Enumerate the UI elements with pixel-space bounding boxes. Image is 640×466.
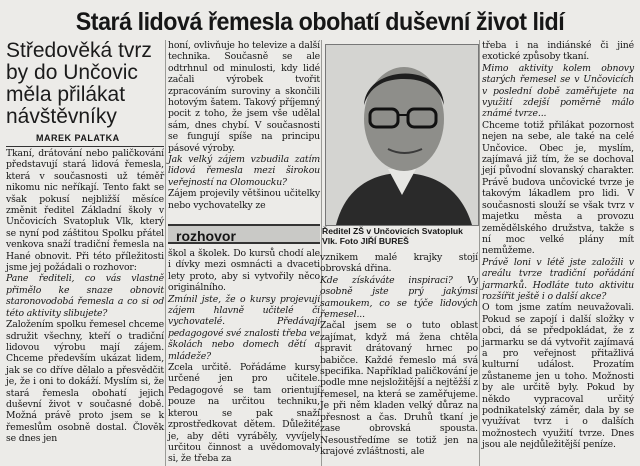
question: Kde získáváte inspiraci? Vy osobně jste prý jakýmsi samoukem, co se týče lidových řemesel... (320, 274, 478, 321)
answer: Zájem projevily většinou učitelky nebo vychovatelky ze (168, 188, 320, 211)
answer: Zcela určitě. Pořádáme kursy určené jen pro učitele. Pedagogové se tam orientují pouze na určitou techniku, kterou se pak snaží zprostředkovat dětem. Důležité je, aby děti vyráběly, vyvíjely určitou činnost a uvědomovaly si, že třeba za (168, 362, 320, 465)
photo-caption (322, 226, 480, 246)
column-divider (165, 40, 166, 466)
headline: Stará lidová řemesla obohatí duševní život lidí (75, 7, 565, 36)
question: Jak velký zájem vzbudila zatím lidová řemesla mezi širokou veřejností na Olomoucku? (168, 154, 320, 188)
photo-credit: Foto JIŘÍ BUREŠ (339, 236, 409, 246)
question: Právě loni v létě jste založili v areálu tvrze tradiční pořádání jarmarků. Hodláte tuto aktivitu rozšířit ještě i o další akce? (482, 256, 634, 302)
article-column-2 (168, 40, 320, 211)
answer: Založením spolku řemesel chceme sdružit všechny, kteří o tradiční lidovou výrobu mají zájem. Chceme především ukázat lidem, jak se co dříve dělalo a přesvědčit je, že i oni to dokáží. Myslím si, že stará řemesla obohatí jejich duševní život v současné době. Možná právě proto jsem se k řemeslům osobně dostal. Člověk se dnes jen (6, 319, 164, 445)
column-divider (479, 40, 480, 466)
subheadline: Středověká tvrz by do Unčovic měla přilákat návštěvníky (6, 39, 152, 128)
article-column-1 (6, 148, 164, 445)
answer: O tom jsme zatím neuvažovali. Pokud se zapojí i další složky v obci, dá se předpokládat, že z jarmarku se dá vytvořit zajímavá a pro veřejnost přitažlivá kulturní událost. Prozatím zůstaneme jen u toho. Možnosti by ale určitě byly. Pokud by někdo vypracoval určitý podnikatelský záměr, dala by se využívat tvrz i o dalších možnostech využití tvrze. Dnes jsou ale nejdůležitější peníze. (482, 302, 634, 451)
portrait-image (326, 45, 478, 225)
article-column-2-lower (168, 248, 320, 465)
answer: vznikem malé krajky stojí obrovská dřina. (320, 252, 478, 275)
article-column-4 (482, 40, 634, 451)
byline-divider (6, 146, 164, 147)
answer: škol a školek. Do kursů chodí ale i dívky mezi osmnácti a dvaceti lety proto, aby si vytvořily něco originálního. (168, 248, 320, 294)
question: Pane řediteli, co vás vlastně přimělo ke snaze obnovit staronovodobá řemesla a co si od této aktivity slibujete? (6, 273, 164, 319)
intro-paragraph: Tkaní, drátování nebo paličkování představují stará lidová řemesla, která v současnosti už téměř nikomu nic neříkají. Tento fakt se však pokusí nejbližší měsíce změnit ředitel Základní školy v Unčovicích Svatopluk Vlk, který se nyní pod záštitou Spolku přátel venkova snaží tradiční řemesla na Hané obnovit. Při této příležitosti jsme jej požádali o rozhovor: (6, 148, 164, 274)
portrait-photo (325, 44, 479, 226)
byline: MAREK PALATKA (36, 133, 120, 143)
answer: honí, ovlivňuje ho televize a další technika. Současně se ale odtrhnul od minulosti, kdy lidé začali výrobek tvořit zpracováním suroviny a skončili hotovým šatem. Takový příjemný pocit z toho, že jsem vše udělal sám, dnes chybí. V současnosti se fungují spíše na principu pásové výroby. (168, 40, 320, 154)
answer: třeba i na indiánské či jiné exotické způsoby tkaní. (482, 40, 634, 63)
article-column-3 (320, 252, 478, 457)
caption-text: Ředitel ZŠ v Unčovicích Svatopluk Vlk. (322, 226, 463, 246)
question: Zmínil jste, že o kursy projevují zájem hlavně učitelé či vychovatelé. Předávají pedagogové své znalosti třeba ve školách nebo domech dětí a mládeže? (168, 293, 320, 362)
answer: Začal jsem se o tuto oblast zajímat, když má žena chtěla spravit drátovaný hrnec po babičce. Každé řemeslo má svá specifika. Například paličkování je podle mne nejsložitější a nejtěžší z řemesel, na která se zaměřujeme. Je při něm kladen velký důraz na přesnost a čas. Druhů tkaní je zase obrovská spousta. Nesoustředíme se totiž jen na krajové zvláštnosti, ale (320, 320, 478, 457)
section-label: rozhovor (168, 224, 320, 244)
answer: Chceme totiž přilákat pozornost nejen na sebe, ale také na celé Unčovice. Obec je, myslím, zajímavá již tím, že se dochoval její původní slovanský charakter. Právě budova unčovické tvrze je takovým lákadlem pro lidi. V současnosti slouží se však tvrz v majetku města a provozu zemědělského družstva, takže s ní moc velké plány mít nemůžeme. (482, 119, 634, 257)
question: Mimo aktivity kolem obnovy starých řemesel se v Unčovicích v poslední době zaměřujete na využití zdejší poměrně málo známé tvrze... (482, 62, 634, 120)
